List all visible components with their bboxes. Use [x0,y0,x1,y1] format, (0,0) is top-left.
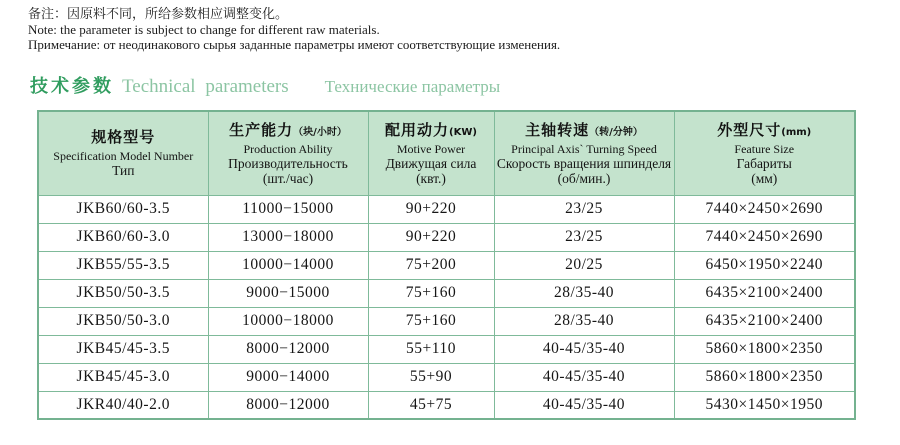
header-unit: （块/小时） [293,126,347,138]
cell-power: 75+200 [368,251,494,279]
cell-speed: 20/25 [494,251,674,279]
cell-production: 9000−15000 [208,279,368,307]
table-row [38,335,855,363]
section-title [30,72,500,98]
header-ru-unit: (об/мин.) [557,170,611,186]
col-header-feature-size [674,111,855,195]
table-row [38,279,855,307]
table-row [38,223,855,251]
section-title-en: Technical parameters [122,76,289,97]
header-en: Principal Axis` Turning Speed [511,141,657,156]
header-zh: 配用动力 [385,120,450,139]
header-ru: Габариты [736,155,792,171]
cell-production: 8000−12000 [208,391,368,419]
table-row [38,363,855,391]
cell-speed: 40-45/35-40 [494,391,674,419]
table-row [38,307,855,335]
note-line-ru: Примечание: от неодинакового сырья заданные параметры имеют соответствующие изменения. [28,37,561,52]
header-unit: (KW) [449,126,477,138]
header-unit: (mm) [781,126,812,138]
col-header-model [38,111,208,195]
header-unit: （转/分钟） [589,126,643,138]
cell-power: 90+220 [368,195,494,223]
cell-model: JKR40/40-2.0 [38,391,208,419]
section-title-ru: Технические параметры [324,77,501,96]
header-zh: 主轴转速 [525,120,590,139]
cell-speed: 23/25 [494,223,674,251]
cell-power: 55+90 [368,363,494,391]
section-title-zh: 技术参数 [30,76,114,97]
header-ru: Движущая сила [385,155,477,171]
cell-speed: 28/35-40 [494,307,674,335]
header-zh: 生产能力 [229,120,294,139]
header-ru: Производительность [228,155,348,171]
cell-production: 13000−18000 [208,223,368,251]
header-ru: Скорость вращения шпинделя [496,155,672,171]
header-ru-unit: (шт./час) [262,170,314,186]
header-en: Motive Power [396,141,466,156]
cell-model: JKB45/45-3.5 [38,335,208,363]
cell-speed: 28/35-40 [494,279,674,307]
cell-production: 8000−12000 [208,335,368,363]
header-ru: Тип [112,163,135,179]
cell-production: 9000−14000 [208,363,368,391]
cell-model: JKB45/45-3.0 [38,363,208,391]
col-header-motive-power [368,111,494,195]
header-ru-unit: (мм) [751,170,778,186]
cell-size: 6435×2100×2400 [674,279,855,307]
cell-size: 6435×2100×2400 [674,307,855,335]
cell-size: 5430×1450×1950 [674,391,855,419]
cell-speed: 40-45/35-40 [494,363,674,391]
header-en: Specification Model Number [53,149,194,164]
cell-production: 10000−18000 [208,307,368,335]
cell-model: JKB60/60-3.0 [38,223,208,251]
cell-model: JKB50/50-3.5 [38,279,208,307]
cell-power: 75+160 [368,307,494,335]
cell-model: JKB50/50-3.0 [38,307,208,335]
technical-parameters-table [37,110,856,420]
cell-production: 10000−14000 [208,251,368,279]
table-row [38,391,855,419]
col-header-spindle-speed [494,111,674,195]
table-header-row [38,111,855,195]
cell-size: 5860×1800×2350 [674,363,855,391]
table-row [38,195,855,223]
header-en: Production Ability [243,141,333,156]
cell-production: 11000−15000 [208,195,368,223]
cell-power: 45+75 [368,391,494,419]
cell-size: 5860×1800×2350 [674,335,855,363]
cell-model: JKB60/60-3.5 [38,195,208,223]
cell-model: JKB55/55-3.5 [38,251,208,279]
header-zh: 规格型号 [91,128,156,147]
header-en: Feature Size [734,141,795,156]
header-ru-unit: (квт.) [416,170,446,186]
header-zh: 外型尺寸 [717,120,782,139]
cell-speed: 40-45/35-40 [494,335,674,363]
cell-power: 90+220 [368,223,494,251]
cell-size: 7440×2450×2690 [674,223,855,251]
col-header-production-ability [208,111,368,195]
note-line-en: Note: the parameter is subject to change for different raw materials. [28,21,380,37]
cell-speed: 23/25 [494,195,674,223]
cell-size: 6450×1950×2240 [674,251,855,279]
table-row [38,251,855,279]
remark-notes [28,6,560,53]
cell-power: 75+160 [368,279,494,307]
cell-power: 55+110 [368,335,494,363]
cell-size: 7440×2450×2690 [674,195,855,223]
note-line-zh: 备注：因原料不同，所给参数相应调整变化。 [28,6,289,21]
